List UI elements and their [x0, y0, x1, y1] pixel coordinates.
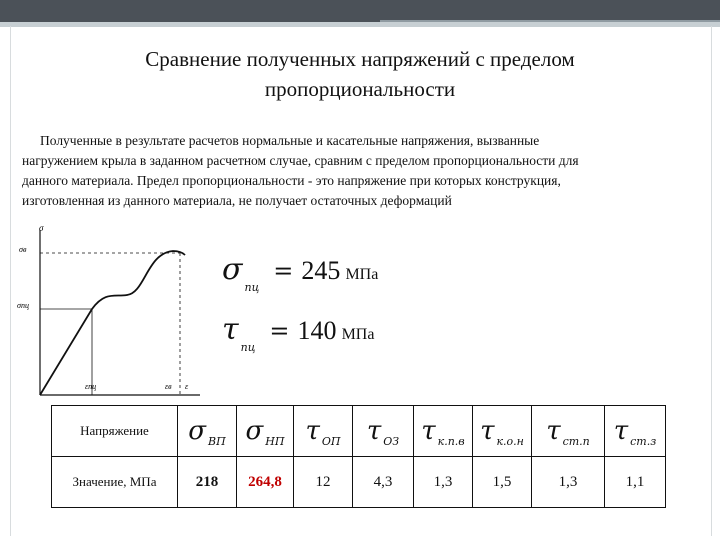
stress-subscript: ОП: [321, 435, 341, 448]
slide-title: [80, 44, 640, 104]
y-axis-label: σ: [39, 225, 44, 233]
sigma-pc-unit: МПа: [345, 266, 379, 283]
table-row-values: [52, 457, 666, 508]
stress-subscript: НП: [265, 435, 285, 448]
ultimate-stress-label: σв: [19, 245, 27, 254]
tau-pc-formula: [222, 312, 375, 354]
title-line-1: Сравнение полученных напряжений с пределом: [145, 47, 575, 71]
body-line-4: изготовленная из данного материала, не получает остаточных деформаций: [22, 193, 452, 208]
symbol-cell: [237, 406, 294, 457]
body-line-3: данного материала. Предел пропорциональности - это напряжение при которых конструкция,: [22, 173, 561, 188]
sigma-symbol: σ: [222, 252, 243, 287]
stress-subscript: ОЗ: [383, 435, 400, 448]
value-cell: 1,1: [605, 457, 666, 508]
value-cell: 218: [178, 457, 237, 508]
value-cell: 1,3: [532, 457, 605, 508]
body-line-1: Полученные в результате расчетов нормальные и касательные напряжения, вызванные: [40, 133, 540, 148]
symbol-cell: [414, 406, 473, 457]
sigma-pc-value: 245: [301, 256, 341, 285]
value-label-cell: [52, 457, 178, 508]
tau-subscript: пц: [240, 341, 256, 354]
value-cell-highlight: 264,8: [237, 457, 294, 508]
header-label: Напряжение: [80, 423, 149, 438]
stress-symbol: τ: [305, 416, 320, 446]
tau-pc-unit: МПа: [341, 326, 375, 343]
stress-symbol: τ: [366, 416, 382, 446]
value-cell: 1,3: [414, 457, 473, 508]
value-label: Значение, МПа: [72, 474, 157, 489]
stress-symbol: σ: [245, 416, 264, 446]
stress-symbol: τ: [613, 416, 629, 446]
symbol-cell: [178, 406, 237, 457]
symbol-cell: [353, 406, 414, 457]
equals-sign: =: [273, 257, 294, 285]
symbol-cell: [294, 406, 353, 457]
symbol-cell: [532, 406, 605, 457]
symbol-cell: [605, 406, 666, 457]
stress-subscript: ст.з: [630, 435, 657, 448]
stress-subscript: к.п.в: [437, 435, 465, 448]
top-bar: [0, 0, 720, 22]
sigma-pc-formula: [222, 252, 379, 294]
tau-pc-value: 140: [297, 316, 337, 345]
value-cell: 4,3: [353, 457, 414, 508]
value-cell: 1,5: [473, 457, 532, 508]
proportional-stress-label: σпц: [17, 301, 29, 310]
sigma-subscript: пц: [244, 281, 260, 294]
symbol-cell: [473, 406, 532, 457]
stress-comparison-table: [51, 405, 666, 508]
stress-symbol: τ: [421, 416, 436, 446]
equals-sign: =: [269, 317, 290, 345]
stress-subscript: ст.п: [562, 435, 590, 448]
stress-subscript: ВП: [208, 435, 226, 448]
body-line-2: нагружением крыла в заданном расчетном случае, сравним с пределом пропорциональности для: [22, 153, 579, 168]
stress-symbol: τ: [480, 416, 495, 446]
body-text: [22, 131, 702, 211]
header-label-cell: [52, 406, 178, 457]
table-row-symbols: [52, 406, 666, 457]
stress-strain-diagram: [15, 225, 215, 400]
stress-subscript: к.о.н: [496, 435, 524, 448]
value-cell: 12: [294, 457, 353, 508]
stress-symbol: σ: [188, 416, 207, 446]
ultimate-strain-label: εв: [165, 382, 172, 391]
proportional-strain-label: εпц: [85, 382, 97, 391]
strain-axis-label: ε: [185, 382, 189, 391]
tau-symbol: τ: [222, 312, 239, 347]
stress-symbol: τ: [546, 416, 561, 446]
title-line-2: пропорциональности: [264, 77, 456, 101]
stress-strain-curve: [40, 251, 185, 395]
